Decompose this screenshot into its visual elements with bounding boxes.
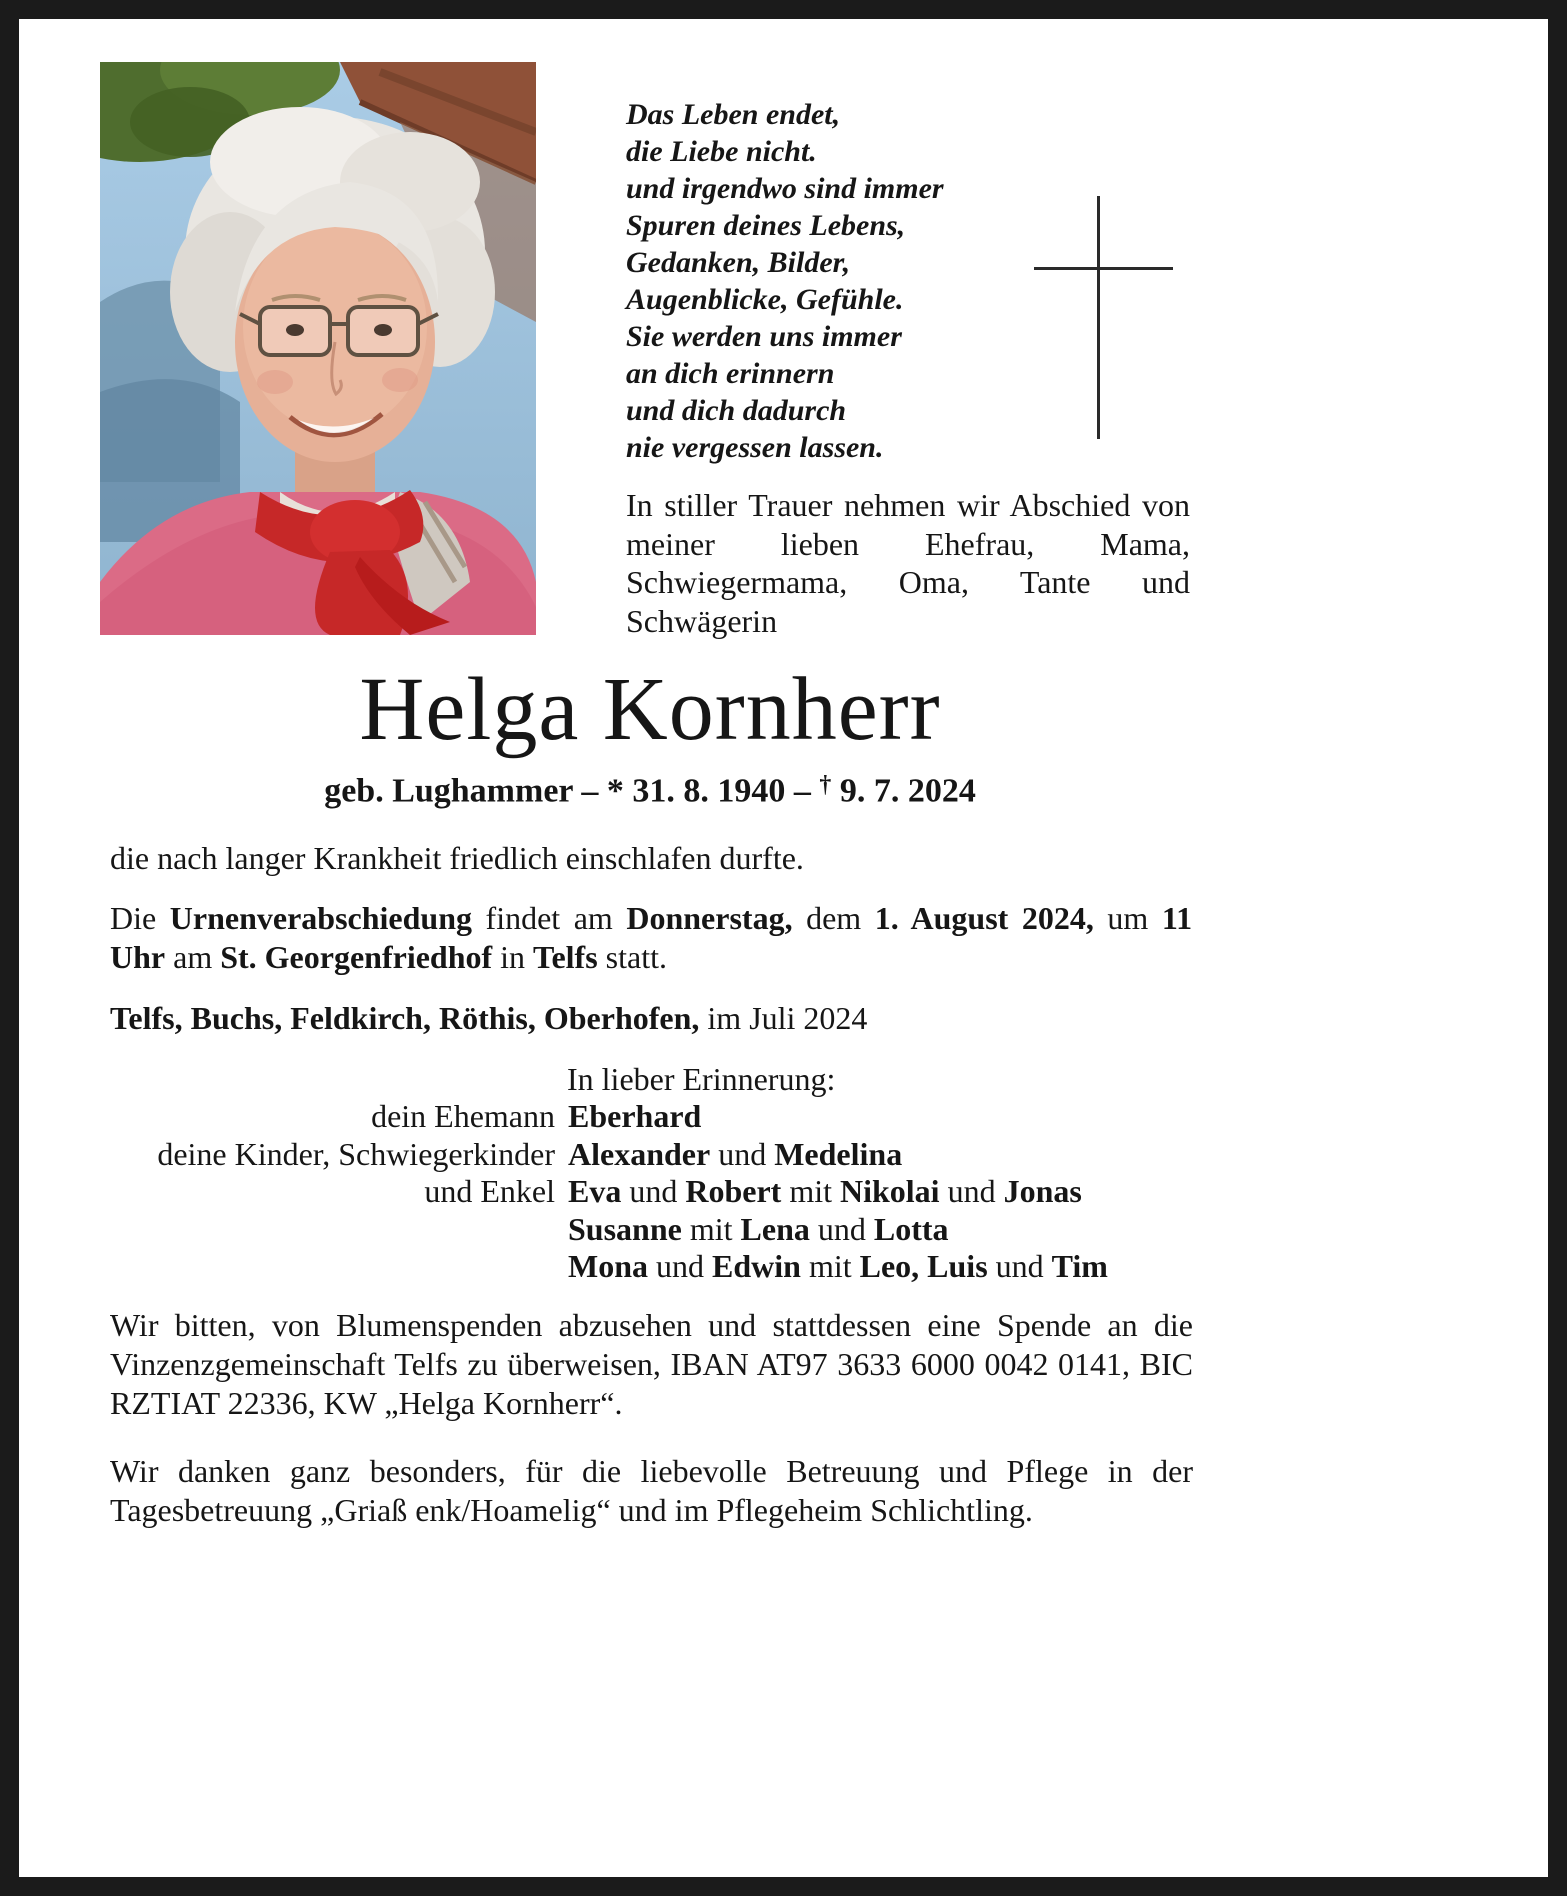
relation-label: deine Kinder, Schwiegerkinder: [157, 1135, 555, 1172]
family-name: Eva: [568, 1173, 622, 1209]
poem-line: und irgendwo sind immer: [626, 172, 944, 205]
funeral-text: findet am: [472, 900, 627, 936]
thanks-paragraph: Wir danken ganz besonders, für die liebevolle Betreuung und Pflege in der Tagesbetreuung „Griaß enk/Hoamelig“ und im Pflegeheim Schlichtling.: [110, 1453, 1193, 1528]
relation-label: dein Ehemann: [371, 1098, 555, 1134]
conjunction: und: [939, 1173, 1004, 1209]
funeral-text: St. Georgenfriedhof: [220, 939, 493, 975]
places-date-line: [110, 999, 1192, 1038]
poem-line: und dich dadurch: [626, 394, 847, 427]
conjunction: mit: [681, 1210, 741, 1247]
relation-label: [110, 1248, 555, 1286]
funeral-text: um: [1093, 900, 1162, 936]
death-date: 9. 7. 2024: [831, 772, 976, 810]
relation-names: [568, 1248, 1192, 1286]
funeral-text: am: [165, 939, 221, 975]
remembrance-row: [110, 1248, 1192, 1286]
family-name: Medelina: [774, 1135, 903, 1172]
family-name: Jonas: [1003, 1173, 1082, 1209]
family-name: Lotta: [873, 1210, 949, 1247]
remembrance-row: [110, 1098, 1192, 1136]
relation-label: [110, 1211, 555, 1249]
poem-line: Spuren deines Lebens,: [626, 209, 906, 242]
funeral-text: statt.: [597, 939, 667, 975]
poem-line: Das Leben endet,: [626, 98, 841, 131]
death-symbol: †: [819, 772, 832, 798]
family-name: Edwin: [712, 1248, 801, 1284]
funeral-text: 11 Uhr: [110, 900, 1193, 975]
poem-line: die Liebe nicht.: [626, 135, 817, 168]
funeral-announcement: [110, 899, 1192, 977]
funeral-text: Die: [110, 900, 170, 936]
remembrance-row: [110, 1173, 1192, 1211]
remembrance-row: [110, 1211, 1192, 1249]
remembrance-row: [110, 1136, 1192, 1174]
poem-line: Gedanken, Bilder,: [626, 246, 851, 279]
family-name: Leo, Luis: [859, 1248, 988, 1284]
mourning-intro: In stiller Trauer nehmen wir Abschied von meiner lieben Ehefrau, Mama, Schwiegermama, Oma, Tante und Schwägerin: [626, 487, 1190, 639]
conjunction: und: [809, 1210, 874, 1247]
birth-death-line: [110, 772, 1190, 811]
portrait-photo-art: [100, 62, 536, 635]
family-name: Nikolai: [839, 1173, 940, 1209]
birth-symbol: *: [606, 772, 624, 810]
relation-label: und Enkel: [424, 1173, 555, 1209]
family-name: Tim: [1051, 1248, 1108, 1284]
cross-icon-arm: [1034, 267, 1173, 270]
poem-line: Augenblicke, Gefühle.: [626, 283, 904, 316]
poem-line: nie vergessen lassen.: [626, 431, 884, 464]
remembrance-list: [110, 1098, 1192, 1286]
family-name: Alexander: [568, 1135, 711, 1172]
cross-icon: [1097, 196, 1100, 439]
funeral-text: in: [492, 939, 534, 975]
family-name: Susanne: [568, 1210, 682, 1247]
funeral-text: dem: [792, 900, 875, 936]
conjunction: und: [621, 1173, 686, 1209]
conjunction: mit: [781, 1173, 840, 1209]
passing-line: die nach langer Krankheit friedlich einschlafen durfte.: [110, 840, 804, 876]
family-name: Robert: [685, 1173, 782, 1209]
deceased-name: Helga Kornherr: [359, 660, 941, 759]
family-name: Eberhard: [568, 1098, 702, 1134]
funeral-text: 1. August 2024,: [874, 900, 1094, 936]
relation-names: [568, 1173, 1192, 1211]
family-name: Mona: [568, 1248, 648, 1284]
family-name: Lena: [740, 1210, 810, 1247]
poem-line: an dich erinnern: [626, 357, 835, 390]
relation-names: [568, 1211, 1192, 1249]
birth-date: 31. 8. 1940 –: [623, 772, 820, 810]
funeral-text: Donnerstag,: [626, 900, 793, 936]
conjunction: und: [987, 1248, 1052, 1284]
relation-names: [568, 1136, 1192, 1174]
remembrance-heading: In lieber Erinnerung:: [567, 1061, 836, 1097]
conjunction: und: [648, 1248, 712, 1284]
donation-request: Wir bitten, von Blumenspenden abzusehen und stattdessen eine Spende an die Vinzenzgemeinschaft Telfs zu überweisen, IBAN AT97 3633 6000 0042 0141, BIC RZTIAT 22336, KW „Helga Kornherr“.: [110, 1307, 1193, 1421]
funeral-text: Urnenverabschiedung: [169, 900, 472, 936]
portrait-photo: [100, 62, 536, 635]
maiden-name: geb. Lughammer –: [324, 772, 607, 810]
places-list: Telfs, Buchs, Feldkirch, Röthis, Oberhofen,: [110, 1000, 700, 1036]
memorial-poem: [626, 96, 944, 466]
places-date: im Juli 2024: [699, 1000, 868, 1036]
conjunction: mit: [800, 1248, 860, 1284]
poem-line: Sie werden uns immer: [626, 320, 902, 353]
funeral-text: Telfs: [533, 939, 598, 975]
relation-names: [568, 1098, 1192, 1136]
conjunction: und: [710, 1135, 775, 1172]
